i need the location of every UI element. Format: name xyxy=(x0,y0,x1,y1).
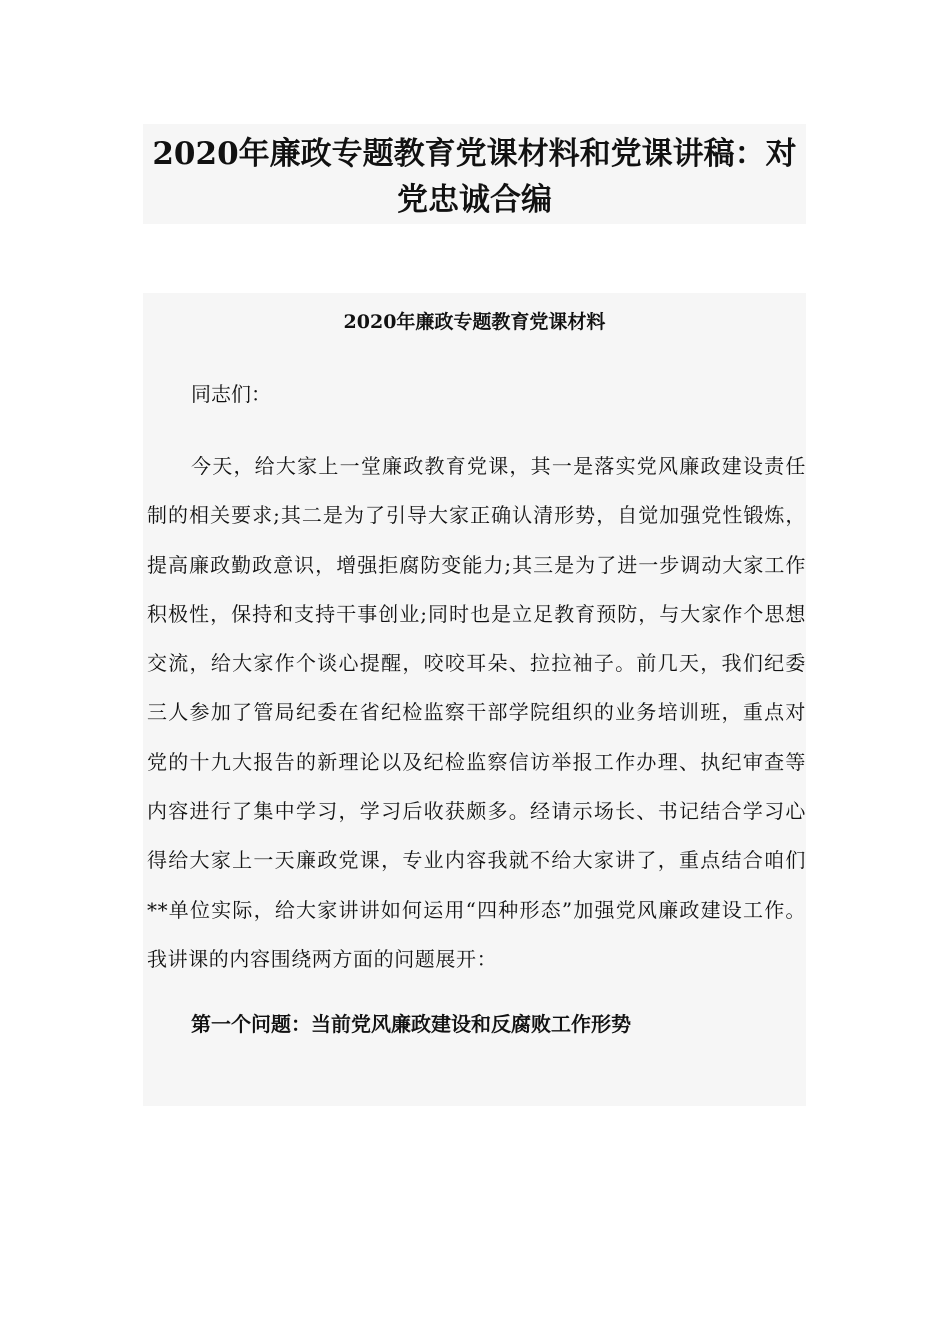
body-paragraph: 今天，给大家上一堂廉政教育党课，其一是落实党风廉政建设责任制的相关要求;其二是为了引导大家正确认清形势，自觉加强党性锻炼，提高廉政勤政意识，增强拒腐防变能力;其三是为了进一步调动大家工作积极性，保持和支持干事创业;同时也是立足教育预防，与大家作个思想交流，给大家作个谈心提醒，咬咬耳朵、拉拉袖子。前几天，我们纪委三人参加了管局纪委在省纪检监察干部学院组织的业务培训班，重点对党的十九大报告的新理论以及纪检监察信访举报工作办理、执纪审查等内容进行了集中学习，学习后收获颇多。经请示场长、书记结合学习心得给大家上一天廉政党课，专业内容我就不给大家讲了，重点结合咱们**单位实际，给大家讲讲如何运用“四种形态”加强党风廉政建设工作。我讲课的内容围绕两方面的问题展开： xyxy=(147,454,806,971)
document-subtitle: 2020年廉政专题教育党课材料 xyxy=(343,311,606,333)
section-heading: 第一个问题：当前党风廉政建设和反腐败工作形势 xyxy=(191,1012,631,1037)
document-title: 2020年廉政专题教育党课材料和党课讲稿：对党忠诚合编 xyxy=(143,124,806,224)
greeting: 同志们： xyxy=(191,382,271,406)
document-body xyxy=(143,293,806,1106)
